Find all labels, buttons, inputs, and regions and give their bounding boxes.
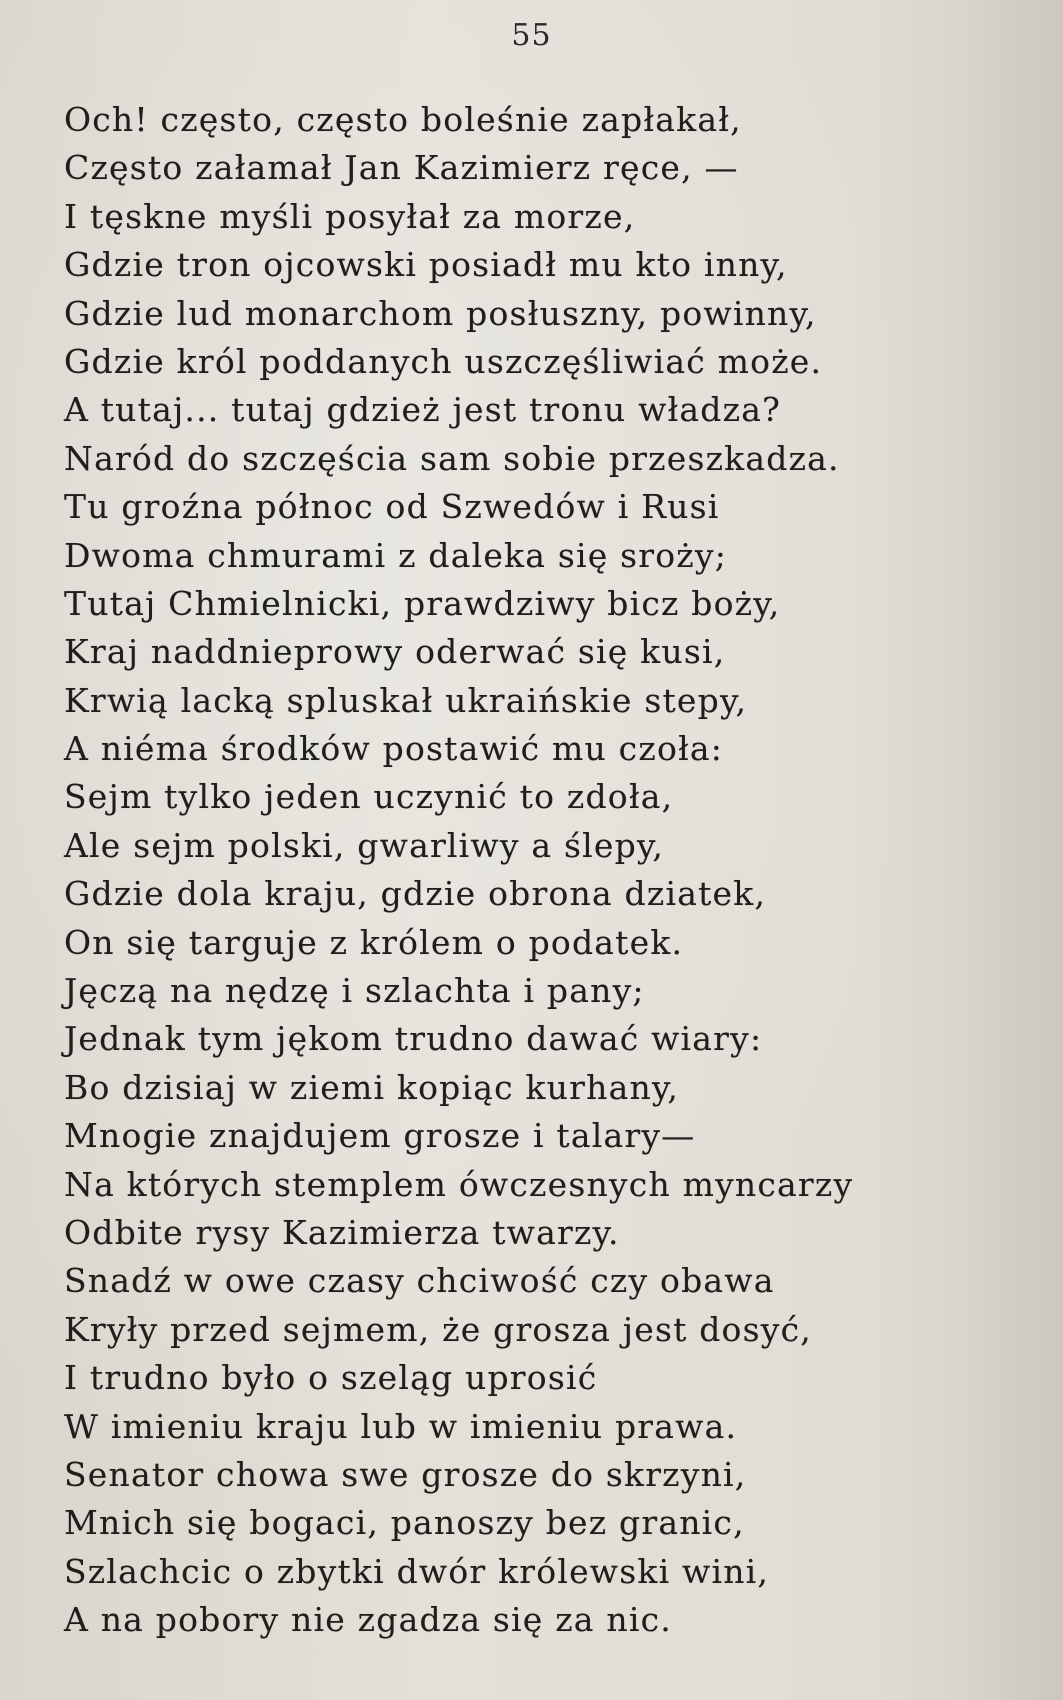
verse-line: I trudno było o szeląg uprosić <box>64 1358 598 1398</box>
verse-line: Och! często, często boleśnie zapłakał, <box>64 100 742 139</box>
verse-line: Sejm tylko jeden uczynić to zdoła, <box>64 777 674 817</box>
verse-line: Kraj naddnieprowy oderwać się kusi, <box>64 632 726 672</box>
verse-line: A na pobory nie zgadza się za nic. <box>64 1600 672 1640</box>
verse-line: A niéma środków postawić mu czoła: <box>64 729 724 769</box>
verse-line: Mnogie znajdujem grosze i talary— <box>64 1116 696 1156</box>
verse-line: Tutaj Chmielnicki, prawdziwy bicz boży, <box>64 583 781 623</box>
page-number: 55 <box>511 18 552 53</box>
verse-line: Jednak tym jękom trudno dawać wiary: <box>64 1019 763 1059</box>
verse-line: Mnich się bogaci, panoszy bez granic, <box>64 1503 745 1543</box>
verse-line: Kryły przed sejmem, że grosza jest dosyć, <box>64 1309 812 1349</box>
verse-line: On się targuje z królem o podatek. <box>64 922 684 962</box>
verse-line: A tutaj... tutaj gdzież jest tronu władza? <box>64 390 781 430</box>
page-edge-shadow <box>953 0 1063 1700</box>
verse-line: Na których stemplem ówczesnych myncarzy <box>64 1164 854 1204</box>
verse-line: Ale sejm polski, gwarliwy a ślepy, <box>64 825 665 865</box>
verse-line: Tu groźna północ od Szwedów i Rusi <box>64 487 720 527</box>
verse-line: Odbite rysy Kazimierza twarzy. <box>64 1212 620 1252</box>
verse-line: Jęczą na nędzę i szlachta i pany; <box>64 971 645 1011</box>
poem-text <box>64 96 964 1645</box>
verse-line: Gdzie tron ojcowski posiadł mu kto inny, <box>64 245 788 285</box>
verse-line: Snadź w owe czasy chciwość czy obawa <box>64 1261 775 1301</box>
verse-line: I tęskne myśli posyłał za morze, <box>64 196 636 236</box>
verse-line: Szlachcic o zbytki dwór królewski wini, <box>64 1551 770 1591</box>
verse-line: Dwoma chmurami z daleka się sroży; <box>64 535 728 575</box>
verse-line: W imieniu kraju lub w imieniu prawa. <box>64 1406 738 1446</box>
verse-line: Często załamał Jan Kazimierz ręce, — <box>64 148 739 188</box>
verse-line: Gdzie lud monarchom posłuszny, powinny, <box>64 293 817 333</box>
verse-line: Naród do szczęścia sam sobie przeszkadza. <box>64 438 840 478</box>
verse-line: Senator chowa swe grosze do skrzyni, <box>64 1454 747 1494</box>
verse-line: Bo dzisiaj w ziemi kopiąc kurhany, <box>64 1067 680 1107</box>
verse-line: Gdzie dola kraju, gdzie obrona dziatek, <box>64 874 767 914</box>
verse-line: Krwią lacką spluskał ukraińskie stepy, <box>64 680 748 720</box>
verse-line: Gdzie król poddanych uszczęśliwiać może. <box>64 341 823 381</box>
